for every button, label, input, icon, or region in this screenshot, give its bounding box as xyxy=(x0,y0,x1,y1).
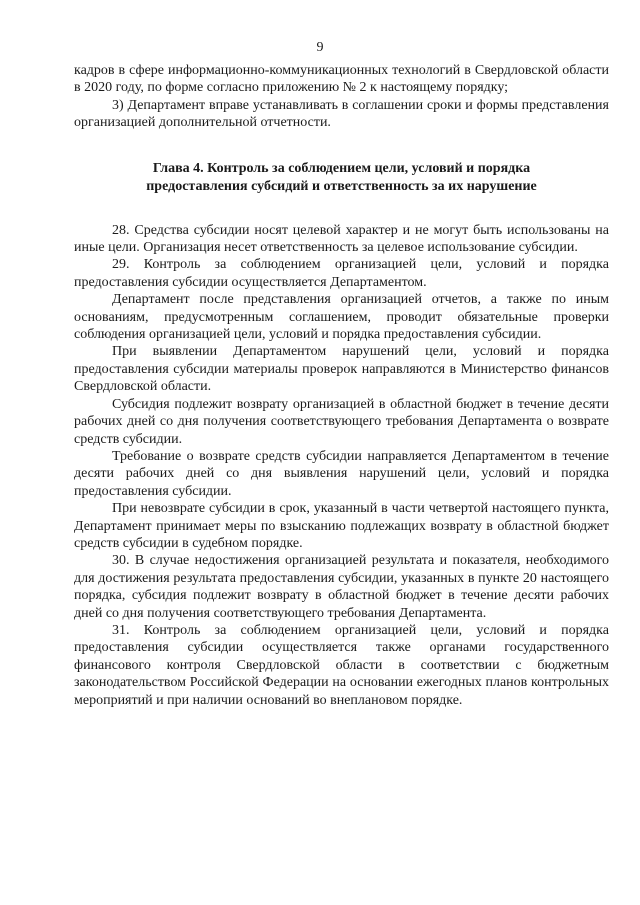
paragraph-30: 30. В случае недостижения организацией результата и показателя, необходимого для достижения результата предоставления субсидии, указанных в пункте 20 настоящего порядка, субсидия подлежит возврату в областной бюджет в течение десяти рабочих дней со дня получения соответствующего требования Департамента. xyxy=(74,553,609,621)
paragraph-item-3: 3) Департамент вправе устанавливать в соглашении сроки и формы представления организацией дополнительной отчетности. xyxy=(74,97,609,131)
chapter-heading-line-2: предоставления субсидий и ответственность за их нарушение xyxy=(146,178,537,194)
paragraph-29: 29. Контроль за соблюдением организацией цели, условий и порядка предоставления субсидии осуществляется Департаментом. xyxy=(74,257,609,290)
chapter-heading-line-1: Глава 4. Контроль за соблюдением цели, условий и порядка xyxy=(152,160,531,176)
paragraph-29-inspections: Департамент после представления организацией отчетов, а также по иным основаниям, предусмотренным соглашением, проводит обязательные проверки соблюдения организацией цели, условий и порядка предоставления субсидии. xyxy=(74,292,609,343)
page-number: 9 xyxy=(316,40,324,55)
paragraph-31: 31. Контроль за соблюдением организацией цели, условий и порядка предоставления субсидии осуществляется также органами государственного финансового контроля Свердловской области в соответствии с бюджетным законодательством Российской Федерации на основании ежегодных планов контрольных мероприятий и при наличии оснований во внеплановом порядке. xyxy=(74,622,609,708)
paragraph-29-demand: Требование о возврате средств субсидии направляется Департаментом в течение десяти рабочих дней со дня выявления нарушений цели, условий и порядка предоставления субсидии. xyxy=(74,448,609,499)
paragraph-28: 28. Средства субсидии носят целевой характер и не могут быть использованы на иные цели. Организация несет ответственность за целевое использование субсидии. xyxy=(74,222,609,256)
paragraph-29-refund: Субсидия подлежит возврату организацией в областной бюджет в течение десяти рабочих дней со дня получения соответствующего требования Департамента о возврате средств субсидии. xyxy=(74,396,609,447)
document-body xyxy=(74,62,609,709)
paragraph-continuation: кадров в сфере информационно-коммуникационных технологий в Свердловской области в 2020 году, по форме согласно приложению № 2 к настоящему порядку; xyxy=(74,63,609,96)
paragraph-29-enforcement: При невозврате субсидии в срок, указанный в части четвертой настоящего пункта, Департамент принимает меры по взысканию подлежащих возврату в областной бюджет средств субсидии в судебном порядке. xyxy=(74,501,609,551)
paragraph-29-violations: При выявлении Департаментом нарушений цели, условий и порядка предоставления субсидии материалы проверок направляются в Министерство финансов Свердловской области. xyxy=(74,344,609,395)
chapter-heading xyxy=(74,160,609,196)
